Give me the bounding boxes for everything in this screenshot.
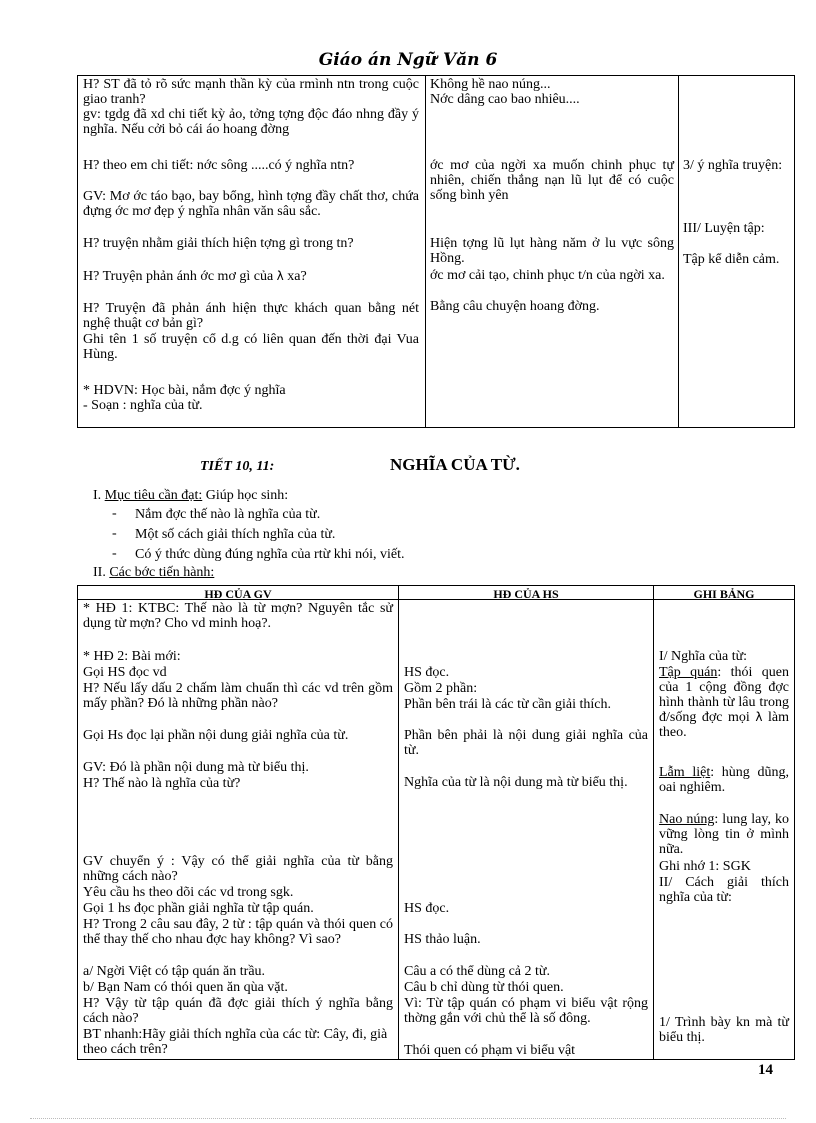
lambda-symbol: λ: [276, 269, 284, 283]
ghi-heading: I/ Nghĩa của từ:: [659, 649, 748, 664]
col-header-ghi: GHI BẢNG: [693, 587, 755, 599]
table-divider: [653, 586, 654, 1059]
hs-response: HS thảo luận.: [404, 932, 481, 947]
gv-homework: * HDVN: Học bài, nắm đợc ý nghĩa: [83, 383, 286, 398]
gv-step: H? Thế nào là nghĩa của từ?: [83, 776, 241, 791]
table-divider: [425, 76, 426, 427]
gv-exercise: BT nhanh:Hãy giải thích nghĩa của các từ: Cây, đi, già theo cách trên?: [83, 1027, 388, 1057]
table-header-divider: [78, 599, 794, 600]
hs-response: Thói quen có phạm vi biểu vật: [404, 1043, 576, 1058]
gv-step: H? Trong 2 câu sau đây, 2 từ : tập quán và thói quen có thể thay thế cho nhau đợc hay không? Vì sao?: [83, 917, 393, 947]
gv-step: H? Nếu lấy dấu 2 chấm làm chuẩn thì các vd trên gồm mấy phần? Đó là những phần nào?: [83, 681, 393, 711]
gv-step: Yêu cầu hs theo dõi các vd trong sgk.: [83, 885, 294, 900]
col-header-gv: HĐ CỦA GV: [204, 587, 272, 599]
objectives-line: I. Mục tiêu cần đạt: Giúp học sinh:: [93, 488, 289, 503]
ghi-meaning: 3/ ý nghĩa truyện:: [683, 158, 783, 173]
document-header-title: Giáo án Ngữ Văn 6: [318, 50, 498, 70]
hs-answer-6: Bằng câu chuyện hoang đờng.: [430, 299, 600, 314]
ghi-note: Ghi nhớ 1: SGK: [659, 859, 751, 874]
gv-question-reflect: H? Truyện phản ánh ớc mơ gì của λ xa?: [83, 269, 307, 284]
goal-item: Nắm đợc thế nào là nghĩa của từ.: [135, 507, 321, 522]
gv-step: GV: Đó là phần nội dung mà từ biểu thị.: [83, 760, 309, 775]
gv-step: GV chuyển ý : Vậy có thể giải nghĩa của từ bằng những cách nào?: [83, 854, 393, 884]
gv-note-detail: gv: tgdg đã xd chi tiết kỳ ảo, tởng tợng độc đáo nhng đầy ý nghĩa. Nếu cởi bỏ cái áo hoang đờng: [83, 107, 419, 137]
goal-item: Một số cách giải thích nghĩa của từ.: [135, 527, 336, 542]
gv-hd1: * HĐ 1: KTBC: Thế nào là từ mợn? Nguyên tắc sử dụng từ mợn? Cho vd minh hoạ?.: [83, 601, 393, 631]
hs-response: Vì: Từ tập quán có phạm vi biểu vật rộng thờng gắn với chủ thể là số đông.: [404, 996, 648, 1026]
ghi-definition: Nao núng: lung lay, ko vững lòng tin ở mình nữa.: [659, 812, 789, 857]
hs-response: Phần bên trái là các từ cần giải thích.: [404, 697, 612, 712]
lambda-symbol: λ: [755, 710, 763, 724]
ghi-practice: III/ Luyện tập:: [683, 221, 765, 236]
page-number: 14: [758, 1062, 773, 1078]
hs-response: Câu b chỉ dùng từ thói quen.: [404, 980, 564, 995]
hs-response: HS đọc.: [404, 665, 450, 680]
hs-answer-4: Hiện tợng lũ lụt hàng năm ở lu vực sông Hồng.: [430, 236, 674, 266]
gv-task-stories: Ghi tên 1 số truyện cổ d.g có liên quan đến thời đại Vua Hùng.: [83, 332, 419, 362]
gv-step: Gọi 1 hs đọc phần giải nghĩa từ tập quán.: [83, 901, 314, 916]
hs-response: HS đọc.: [404, 901, 450, 916]
ghi-retell: Tập kể diễn cảm.: [683, 252, 780, 267]
hs-answer-3: ớc mơ của ngời xa muốn chinh phục tự nhiên, chiến thắng nạn lũ lụt để có cuộc sống bình yên: [430, 158, 674, 203]
steps-line: II. Các bớc tiến hành:: [93, 565, 215, 580]
goal-item: Có ý thức dùng đúng nghĩa của rtừ khi nói, viết.: [135, 547, 405, 562]
gv-note-dream: GV: Mơ ớc táo bạo, bay bổng, hình tợng đầy chất thơ, chứa đựng ớc mơ đẹp ý nghĩa nhân văn sâu sắc.: [83, 189, 419, 219]
lesson-period: TIẾT 10, 11:: [200, 459, 275, 474]
ghi-item: 1/ Trình bày kn mà từ biểu thị.: [659, 1015, 789, 1045]
gv-example: b/ Bạn Nam có thói quen ăn qùa vặt.: [83, 980, 288, 995]
hs-response: Gồm 2 phần:: [404, 681, 478, 696]
gv-question-reality: H? Truyện đã phản ánh hiện thực khách quan bằng nét nghệ thuật cơ bản gì?: [83, 301, 419, 331]
col-header-hs: HĐ CỦA HS: [493, 587, 559, 599]
table-divider: [678, 76, 679, 427]
table-divider: [398, 586, 399, 1059]
gv-question-explain: H? truyện nhằm giải thích hiện tợng gì trong tn?: [83, 236, 354, 251]
gv-step: Gọi Hs đọc lại phần nội dung giải nghĩa của từ.: [83, 728, 349, 743]
gv-question-strength: H? ST đã tỏ rõ sức mạnh thần kỳ của rmình ntn trong cuộc giao tranh?: [83, 77, 419, 107]
hs-response: Phần bên phải là nội dung giải nghĩa của từ.: [404, 728, 648, 758]
ghi-definition: Tập quán: thói quen của 1 cộng đồng đợc hình thành từ lâu trong đ/sống đợc mọi λ làm theo.: [659, 665, 790, 740]
ghi-definition: Lẫm liệt: hùng dũng, oai nghiêm.: [659, 765, 789, 795]
gv-example: a/ Ngời Việt có tập quán ăn trầu.: [83, 964, 266, 979]
ghi-heading: II/ Cách giải thích nghĩa của từ:: [659, 875, 789, 905]
hs-answer-2: Nớc dâng cao bao nhiêu....: [430, 92, 580, 107]
hs-answer-1: Không hề nao núng...: [430, 77, 551, 92]
hs-response: Nghĩa của từ là nội dung mà từ biểu thị.: [404, 775, 628, 790]
gv-step: Gọi HS đọc vd: [83, 665, 167, 680]
gv-prepare: - Soạn : nghĩa của từ.: [83, 398, 203, 413]
page-footer-rule: [30, 1118, 786, 1119]
hs-response: Câu a có thể dùng cả 2 từ.: [404, 964, 550, 979]
hs-answer-5: ớc mơ cải tạo, chinh phục t/n của ngời xa.: [430, 268, 665, 283]
gv-question-water: H? theo em chi tiết: nớc sông .....có ý nghĩa ntn?: [83, 158, 355, 173]
gv-step: H? Vậy từ tập quán đã đợc giải thích ý nghĩa bằng cách nào?: [83, 996, 393, 1026]
lesson-title: NGHĨA CỦA TỪ.: [390, 455, 520, 474]
gv-hd2: * HĐ 2: Bài mới:: [83, 649, 181, 664]
